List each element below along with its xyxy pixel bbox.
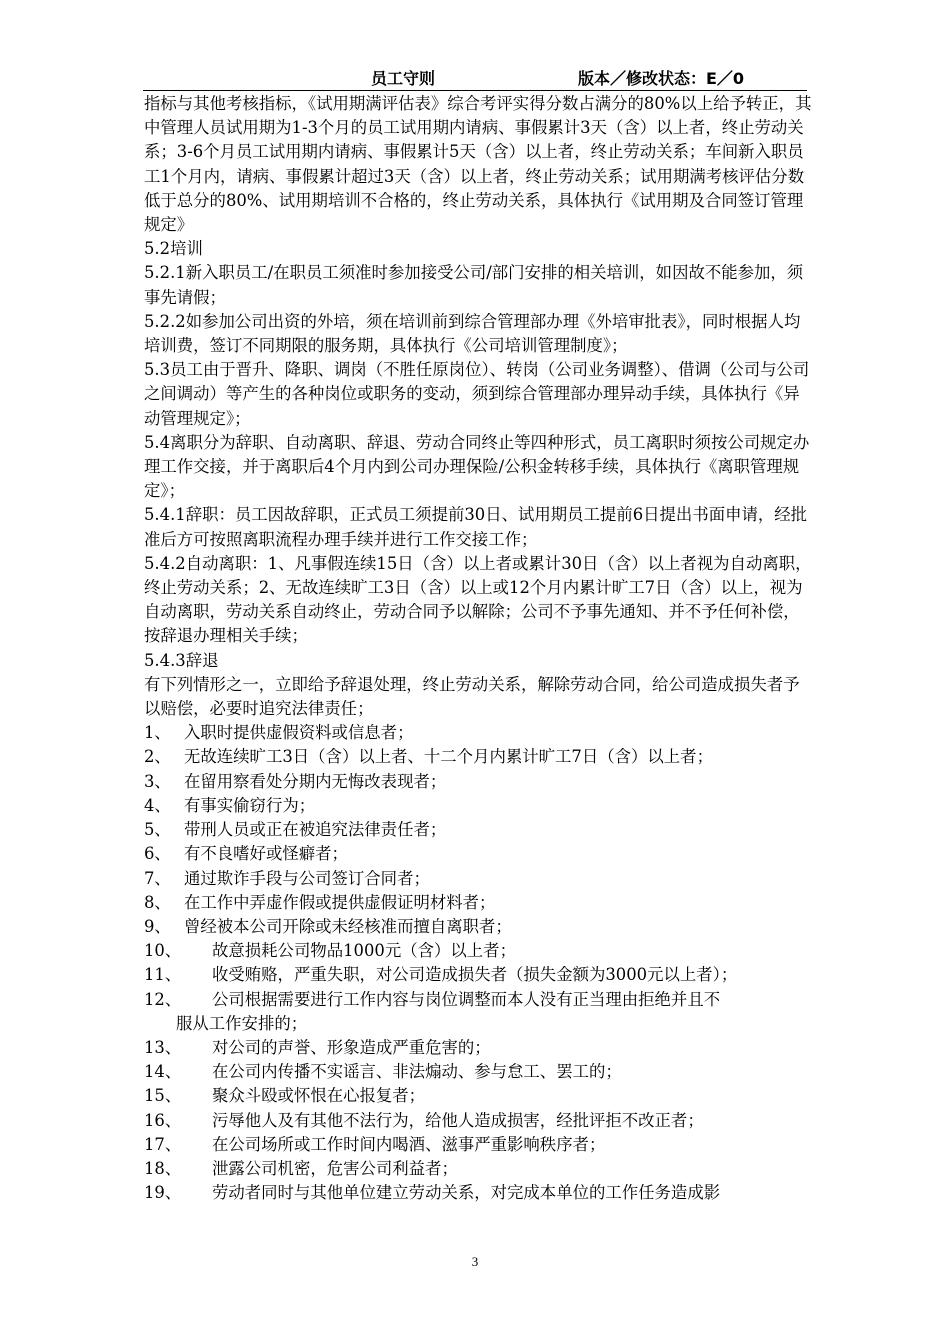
list-item-number: 3、	[144, 771, 171, 791]
list-item-number: 4、	[144, 795, 171, 815]
section-heading: 5.4.3辞退	[144, 650, 219, 670]
list-item-number: 15、	[144, 1086, 182, 1106]
list-item-number: 8、	[144, 892, 171, 912]
list-item	[144, 1157, 812, 1181]
list-item-continuation: 服从工作安排的；	[176, 1013, 308, 1033]
list-item	[144, 842, 812, 866]
list-item	[144, 721, 812, 745]
list-item-text: 曾经被本公司开除或未经核准而擅自离职者；	[184, 916, 512, 936]
list-item	[144, 1060, 812, 1084]
list-item-text: 泄露公司机密，危害公司利益者；	[212, 1158, 458, 1178]
page-number: 3	[471, 1254, 479, 1269]
list-item-text: 有不良嗜好或怪癖者；	[184, 844, 348, 864]
list-item-number: 14、	[144, 1062, 182, 1082]
list-item	[144, 1181, 812, 1205]
list-item-text: 聚众斗殴或怀恨在心报复者；	[212, 1086, 426, 1106]
header-version: 版本／修改状态：E／0	[578, 69, 745, 88]
paragraph: 5.4离职分为辞职、自动离职、辞退、劳动合同终止等四种形式，员工离职时须按公司规定办理工作交接，并于离职后4个月内到公司办理保险/公积金转移手续，具体执行《离职管理规定》；	[144, 432, 810, 501]
list-item-text: 有事实偷窃行为；	[184, 795, 316, 815]
list-item-text: 在留用察看处分期内无悔改表现者；	[184, 771, 447, 791]
page-header	[143, 64, 807, 91]
list-item-number: 19、	[144, 1183, 182, 1203]
list-item-number: 18、	[144, 1158, 182, 1178]
paragraph: 指标与其他考核指标，《试用期满评估表》综合考评实得分数占满分的80%以上给予转正，其中管理人员试用期为1-3个月的员工试用期内请病、事假累计3天（含）以上者，终止劳动关系；3-6个月员工试用期内请病、事假累计5天（含）以上者，终止劳动关系；车间新入职员工1个月内，请病、事假累计超过3天（含）以上者，终止劳动关系；试用期满考核评估分数低于总分的80%、试用期培训不合格的，终止劳动关系，具体执行《试用期及合同签订管理规定》	[144, 94, 812, 235]
list-item-number: 2、	[144, 747, 171, 767]
list-item-number: 1、	[144, 723, 171, 743]
list-item	[144, 818, 812, 842]
list-item-text: 在公司场所或工作时间内喝酒、滋事严重影响秩序者；	[212, 1134, 606, 1154]
paragraph: 有下列情形之一，立即给予辞退处理，终止劳动关系，解除劳动合同，给公司造成损失者予以赔偿，必要时追究法律责任；	[144, 674, 800, 719]
list-item-text: 在工作中弄虚作假或提供虚假证明材料者；	[184, 892, 496, 912]
list-item-number: 11、	[144, 965, 182, 985]
list-item	[144, 1133, 812, 1157]
paragraph: 5.2.1新入职员工/在职员工须准时参加接受公司/部门安排的相关培训，如因故不能参加，须事先请假；	[144, 263, 804, 307]
list-item-text: 故意损耗公司物品1000元（含）以上者；	[212, 941, 516, 961]
list-item-text: 带刑人员或正在被追究法律责任者；	[184, 820, 447, 840]
paragraph: 5.3员工由于晋升、降职、调岗（不胜任原岗位）、转岗（公司业务调整）、借调（公司与公司之间调动）等产生的各种岗位或职务的变动，须到综合管理部办理异动手续，具体执行《异动管理规定》；	[144, 360, 810, 428]
list-item	[144, 794, 812, 818]
list-item-number: 17、	[144, 1134, 182, 1154]
list-item	[144, 1036, 812, 1060]
list-item-text: 收受贿赂，严重失职，对公司造成损失者（损失金额为3000元以上者）；	[212, 965, 738, 985]
list-item-text: 在公司内传播不实谣言、非法煽动、参与怠工、罢工的；	[212, 1062, 622, 1082]
list-item-text: 劳动者同时与其他单位建立劳动关系，对完成本单位的工作任务造成影	[212, 1183, 721, 1203]
list-item-text: 污辱他人及有其他不法行为，给他人造成损害，经批评拒不改正者；	[212, 1110, 704, 1130]
list-item-number: 13、	[144, 1037, 182, 1057]
list-item-number: 6、	[144, 844, 171, 864]
list-item-text: 无故连续旷工3日（含）以上者、十二个月内累计旷工7日（含）以上者；	[184, 747, 713, 767]
document-body	[144, 92, 812, 1205]
list-item-text: 入职时提供虚假资料或信息者；	[184, 723, 414, 743]
list-item-number: 12、	[144, 989, 182, 1009]
list-item-number: 10、	[144, 941, 182, 961]
list-item	[144, 963, 812, 987]
list-item	[144, 1109, 812, 1133]
list-item	[144, 745, 812, 769]
list-item-number: 5、	[144, 820, 171, 840]
paragraph: 5.4.2自动离职：1、凡事假连续15日（含）以上者或累计30日（含）以上者视为自动离职，终止劳动关系；2、无故连续旷工3日（含）以上或12个月内累计旷工7日（含）以上，视为自动离职，劳动关系自动终止，劳动合同予以解除；公司不予事先通知、并不予任何补偿，按辞退办理相关手续；	[144, 553, 812, 646]
list-item	[144, 770, 812, 794]
header-title: 员工守则	[371, 69, 436, 88]
list-item	[144, 915, 812, 939]
list-item-number: 9、	[144, 916, 171, 936]
list-item	[144, 988, 812, 1012]
list-item-text: 对公司的声誉、形象造成严重危害的；	[212, 1037, 491, 1057]
paragraph: 5.2.2如参加公司出资的外培，须在培训前到综合管理部办理《外培审批表》，同时根据人均培训费，签订不同期限的服务期，具体执行《公司培训管理制度》；	[144, 311, 801, 356]
list-item	[144, 891, 812, 915]
list-item	[144, 939, 812, 963]
list-item-number: 16、	[144, 1110, 182, 1130]
list-item-number: 7、	[144, 868, 171, 888]
section-heading: 5.2培训	[144, 239, 203, 259]
list-item-text: 通过欺诈手段与公司签订合同者；	[184, 868, 430, 888]
list-item-text: 公司根据需要进行工作内容与岗位调整而本人没有正当理由拒绝并且不	[212, 989, 721, 1009]
list-item	[144, 867, 812, 891]
list-item	[144, 1084, 812, 1108]
paragraph: 5.4.1辞职：员工因故辞职，正式员工须提前30日、试用期员工提前6日提出书面申请，经批准后方可按照离职流程办理手续并进行工作交接工作；	[144, 505, 808, 549]
